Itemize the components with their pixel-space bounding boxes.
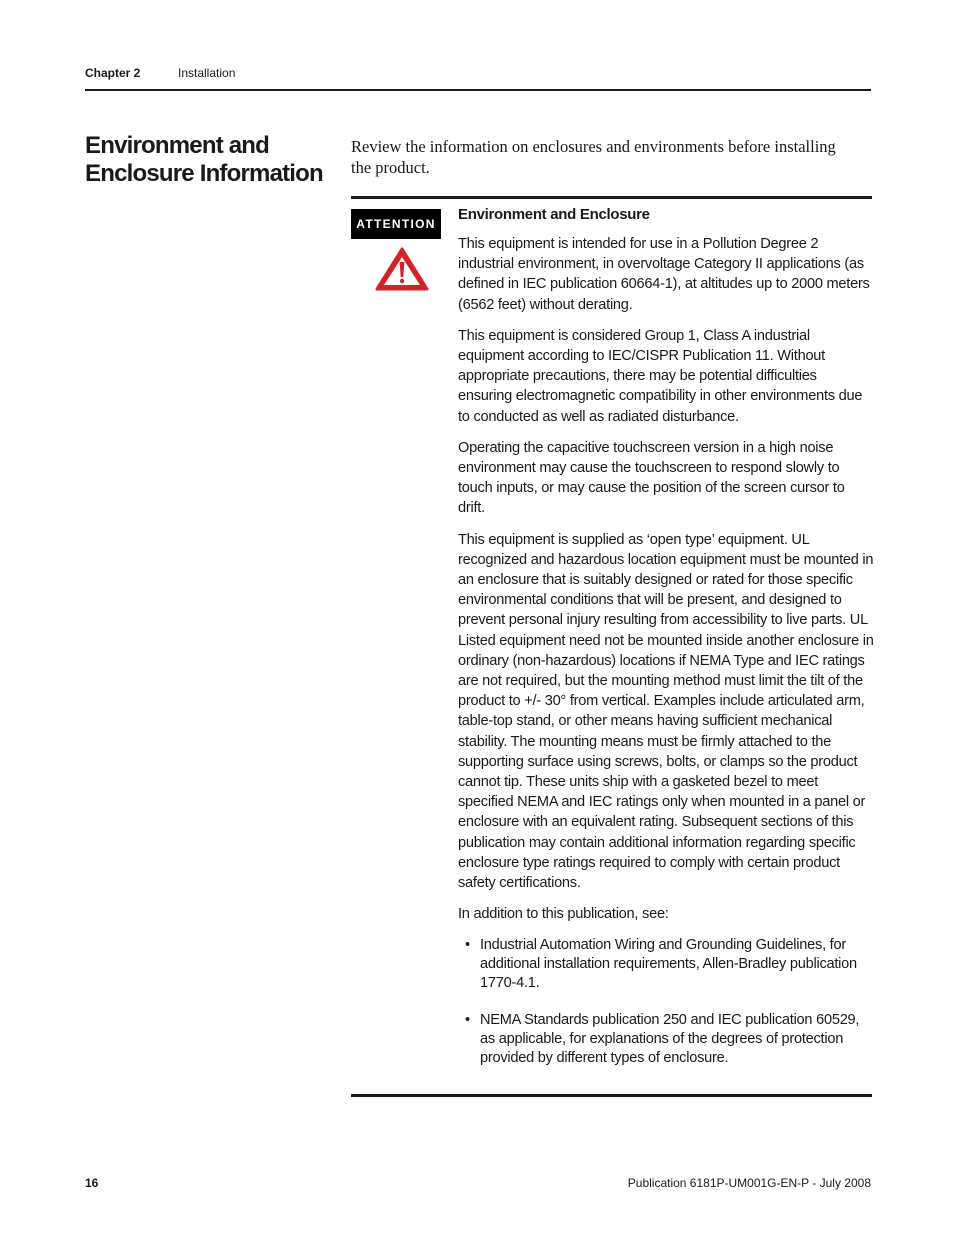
list-item [458,936,874,993]
bullet-icon: • [465,936,470,953]
attention-paragraph: This equipment is supplied as ‘open type’ equipment. UL recognized and hazardous location equipment must be mounted in an enclosure that is suitably designed or rated for those specific environmental conditions that will be present, and designed to prevent personal injury resulting from accessibility to live parts. UL Listed equipment need not be mounted inside another enclosure in ordinary (non-hazardous) locations if NEMA Type and IEC ratings are not required, but the mounting method must limit the tilt of the product to +/- 30° from vertical. Examples include articulated arm, table-top stand, or other means having sufficient mechanical stability. The mounting means must be firmly attached to the supporting surface using screws, bolts, or clamps so the product cannot tip. These units ship with a gasketed bezel to meet specified NEMA and IEC ratings only when mounted in a panel or enclosure with an equivalent rating. Subsequent sections of this publication may contain additional information regarding specific enclosure type ratings required to comply with certain product safety certifications. [458,531,874,892]
publication-info: Publication 6181P-UM001G-EN-P - July 2008 [627,1176,871,1190]
header-rule [85,89,871,91]
list-item [458,1011,874,1068]
attention-content [458,205,874,1086]
intro-paragraph: Review the information on enclosures and environments before installing the product. [351,137,836,177]
reference-list [458,936,874,1068]
attention-bottom-rule [351,1094,872,1097]
list-item-text: NEMA Standards publication 250 and IEC publication 60529, as applicable, for explanations of the degrees of protection provided by different types of enclosure. [480,1011,860,1066]
attention-label: ATTENTION [351,209,441,239]
attention-paragraph: This equipment is intended for use in a Pollution Degree 2 industrial environment, in overvoltage Category II applications (as defined in IEC publication 60664-1), at altitudes up to 2000 meters (6562 feet) without derating. [458,236,870,313]
section-label: Installation [178,66,236,80]
section-heading: Environment and Enclosure Information [85,132,323,187]
attention-title: Environment and Enclosure [458,206,650,223]
page-number: 16 [85,1176,99,1190]
chapter-label: Chapter 2 [85,66,141,80]
list-item-text: Industrial Automation Wiring and Grounding Guidelines, for additional installation requirements, Allen-Bradley publication 1770-4.1. [480,936,857,991]
attention-paragraph: This equipment is considered Group 1, Class A industrial equipment according to IEC/CISPR Publication 11. Without appropriate precautions, there may be potential difficulties ensuring electromagnetic compatibility in other environments due to conducted as well as radiated disturbance. [458,327,863,425]
attention-paragraph: In addition to this publication, see: [458,906,669,923]
running-header [85,66,871,90]
warning-triangle-icon [374,246,430,292]
attention-top-rule [351,196,872,199]
bullet-icon: • [465,1011,470,1028]
attention-paragraph: Operating the capacitive touchscreen version in a high noise environment may cause the touchscreen to respond slowly to touch inputs, or may cause the position of the screen cursor to drift. [458,439,845,517]
